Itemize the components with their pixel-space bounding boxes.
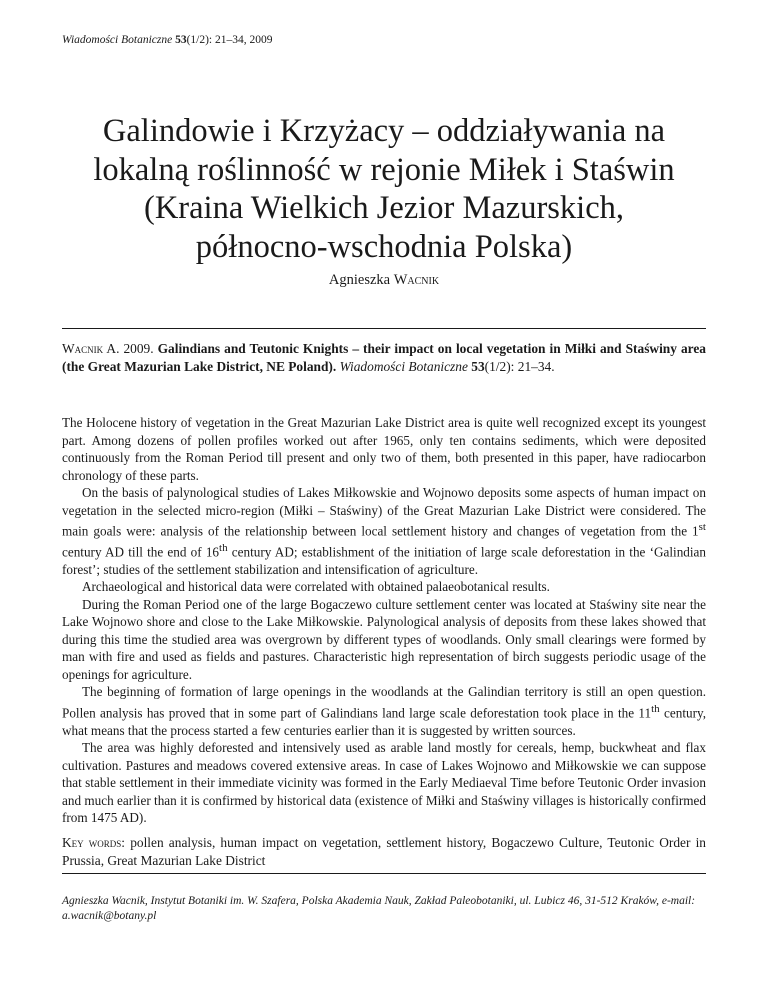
abstract-paragraph: The Holocene history of vegetation in the Great Mazurian Lake District area is quite well recognized except its youngest part. Among dozens of pollen profiles worked out after 1965, only ten contains sediments, which were deposited continuously from the Roman Period till present and only two of them, both presented in this paper, have radiocarbon chronology of these parts. (62, 415, 706, 483)
article-title (62, 112, 706, 266)
bibliographic-reference (62, 340, 706, 376)
abstract (62, 414, 706, 827)
abstract-text: century, what means that the process started a few centuries earlier than it is suggested by written sources. (62, 705, 706, 738)
author-family-name: Wacnik (393, 272, 440, 288)
abstract-paragraph (62, 484, 706, 578)
keywords-text: pollen analysis, human impact on vegetation, settlement history, Bogaczewo Culture, Teutonic Order in Prussia, Great Mazurian Lake District (62, 835, 706, 868)
title-line: Galindowie i Krzyżacy – oddziaływania na (102, 113, 666, 149)
keywords (62, 834, 706, 870)
abstract-paragraph: During the Roman Period one of the large Bogaczewo culture settlement center was located at Staświny site near the Lake Wojnowo shore and close to the Lake Miłkowskie. Palynological analysis of deposits from these lakes showed that during this time the studied area was overgrown by different types of woodlands. Only small clearings were formed by man with fire and used as fields and pastures. Characteristic high representation of birch suggests periodic usage of the openings for agriculture. (62, 596, 706, 682)
bottom-rule (62, 873, 706, 874)
journal-volume: 53 (175, 34, 187, 46)
reference-initial-year: A. 2009. (103, 341, 158, 356)
abstract-paragraph: The area was highly deforested and intensively used as arable land mostly for cereals, hemp, buckwheat and flax cultivation. Pastures and meadows covered extensive areas. In case of Lakes Wojnowo and Miłkowskie we can suppose that stable settlement in their immediate vicinity was formed in the Early Mediaeval Time before Teutonic Order invasion and much earlier than it is confirmed by historical data (existence of Miłki and Staświny villages is historically confirmed from 1475 AD). (62, 740, 706, 826)
reference-volume: 53 (471, 359, 485, 374)
abstract-text: On the basis of palynological studies of Lakes Miłkowskie and Wojnowo deposits some aspects of human impact on vegetation in the selected micro-region (Miłki – Staświny) of the Great Mazurian Lake District were considered. The main goals were: analysis of the relationship between local settlement history and changes of vegetation from the 1 (62, 485, 706, 539)
author-name (62, 272, 706, 289)
abstract-text: The beginning of formation of large openings in the woodlands at the Galindian territory is still an open question. Pollen analysis has proved that in some part of Galindians land large scale deforestation took place in the 11 (62, 684, 706, 721)
journal-citation (62, 34, 273, 46)
superscript: th (219, 541, 228, 554)
reference-pages: (1/2): 21–34. (484, 359, 555, 374)
author-given-name: Agnieszka (328, 272, 391, 288)
abstract-paragraph: Archaeological and historical data were correlated with obtained palaeobotanical results. (82, 579, 550, 595)
abstract-text: century AD till the end of 16 (62, 544, 220, 560)
keywords-label: Key words: (62, 835, 126, 850)
reference-author: Wacnik (62, 341, 104, 356)
superscript: st (698, 521, 706, 533)
title-line: (Kraina Wielkich Jezior Mazurskich, (144, 190, 624, 226)
title-line: lokalną roślinność w rejonie Miłek i Staświn (93, 151, 675, 188)
superscript: th (651, 702, 660, 715)
reference-title: Galindians and Teutonic Knights – their impact on local vegetation in Miłki and Staświny area (the Great Mazurian Lake District, NE Poland). (62, 341, 707, 374)
abstract-text: century AD; establishment of the initiation of large scale deforestation in the ‘Galindian forest’; studies of the settlement stabilization and intensification of agriculture. (62, 544, 706, 577)
title-line: północno-wschodnia Polska) (195, 228, 573, 265)
journal-issue-pages: (1/2): 21–34, 2009 (186, 34, 273, 46)
reference-source: Wiadomości Botaniczne (339, 359, 468, 374)
journal-name: Wiadomości Botaniczne (62, 34, 173, 46)
author-address: Agnieszka Wacnik, Instytut Botaniki im. W. Szafera, Polska Akademia Nauk, Zakład Paleobotaniki, ul. Lubicz 46, 31-512 Kraków, e-mail: a.wacnik@botany.pl (62, 895, 696, 922)
abstract-paragraph (62, 683, 706, 739)
top-rule (62, 328, 706, 329)
